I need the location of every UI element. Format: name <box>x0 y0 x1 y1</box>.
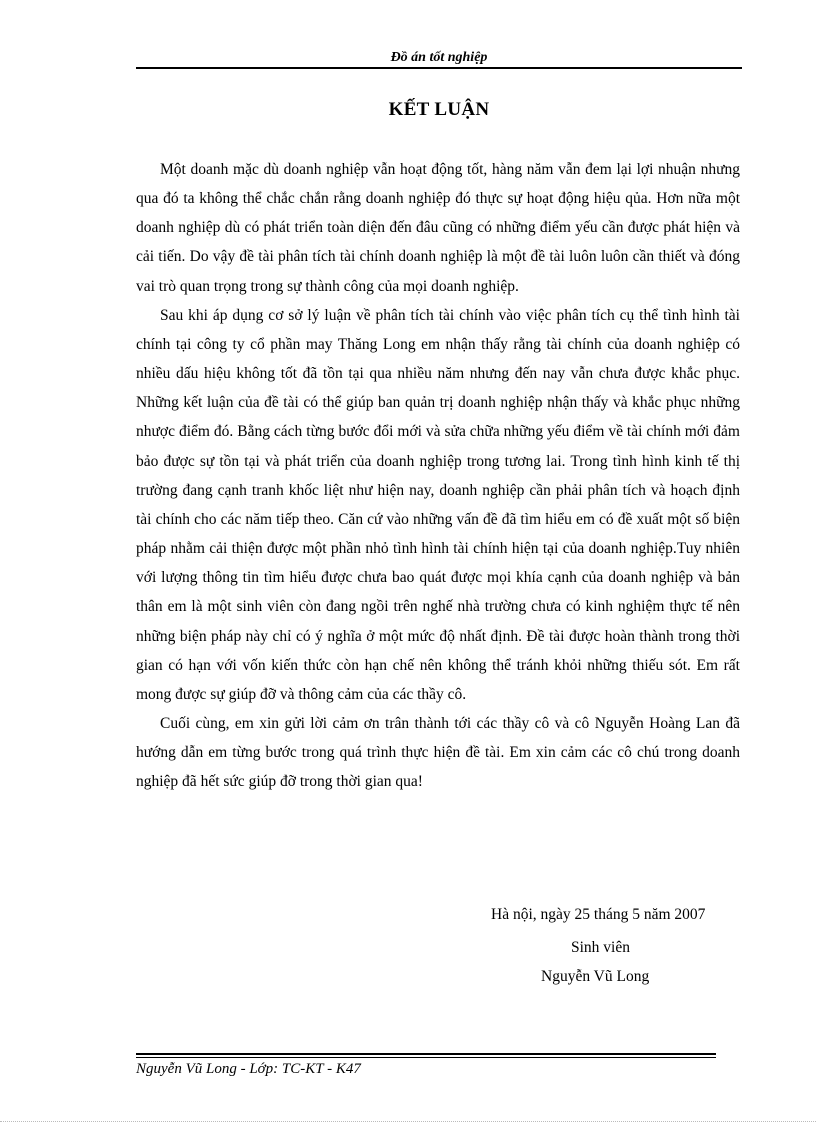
signature-place-date: Hà nội, ngày 25 tháng 5 năm 2007 <box>491 906 706 923</box>
paragraph-3: Cuối cùng, em xin gửi lời cảm ơn trân thành tới các thầy cô và cô Nguyễn Hoàng Lan đã hướng dẫn em từng bước trong quá trình thực hiện đề tài. Em xin cảm các cô chú trong doanh nghiệp đã hết sức giúp đỡ trong thời gian qua! <box>136 714 740 791</box>
header-divider <box>136 67 742 69</box>
running-header: Đồ án tốt nghiệp <box>390 50 488 65</box>
running-footer: Nguyễn Vũ Long - Lớp: TC-KT - K47 <box>136 1061 361 1077</box>
footer-divider <box>136 1053 716 1055</box>
signature-role: Sinh viên <box>571 939 630 956</box>
page-boundary <box>0 1121 816 1122</box>
paragraph-2: Sau khi áp dụng cơ sở lý luận về phân tích tài chính vào việc phân tích cụ thể tình hình tài chính tại công ty cổ phần may Thăng Long em nhận thấy rằng tài chính của doanh nghiệp có nhiều dấu hiệu không tốt đã tồn tại qua nhiều năm nhưng đến nay vẫn chưa được khắc phục. Những kết luận của đề tài có thể giúp ban quản trị doanh nghiệp nhận thấy và khắc phục những nhược điểm đó. Bằng cách từng bước đổi mới và sửa chữa những yếu điểm về tài chính mới đảm bảo được sự tồn tại và phát triển của doanh nghiệp trong tương lai. Trong tình hình kinh tế thị trường đang cạnh tranh khốc liệt như hiện nay, doanh nghiệp cần phải phân tích và hoạch định tài chính cho các năm tiếp theo. Căn cứ vào những vấn đề đã tìm hiểu em có đề xuất một số biện pháp nhằm cải thiện được một phần nhỏ tình hình tài chính hiện tại của doanh nghiệp.Tuy nhiên với lượng thông tin tìm hiểu được chưa bao quát được mọi khía cạnh của doanh nghiệp và bản thân em là một sinh viên còn đang ngồi trên nghế nhà trường chưa có kinh nghiệm thực tế nên những biện pháp này chỉ có ý nghĩa ở một mức độ nhất định. Đề tài được hoàn thành trong thời gian có hạn với vốn kiến thức còn hạn chế nên không thể tránh khỏi những thiếu sót. Em rất mong được sự giúp đỡ và thông cảm của các thầy cô. <box>136 306 740 703</box>
body-text <box>136 155 740 796</box>
page-title: KẾT LUẬN <box>388 99 490 120</box>
signature-name: Nguyễn Vũ Long <box>541 968 650 985</box>
paragraph-1: Một doanh mặc dù doanh nghiệp vẫn hoạt động tốt, hàng năm vẫn đem lại lợi nhuận nhưng qua đó ta không thể chắc chắn rằng doanh nghiệp đó thực sự hoạt động hiệu qủa. Hơn nữa một doanh nghiệp dù có phát triển toàn diện đến đâu cũng có những điểm yếu cần được phát hiện và cải tiến. Do vậy đề tài phân tích tài chính doanh nghiệp là một đề tài luôn luôn cần thiết và đóng vai trò quan trọng trong sự thành công của mọi doanh nghiệp. <box>136 161 740 295</box>
